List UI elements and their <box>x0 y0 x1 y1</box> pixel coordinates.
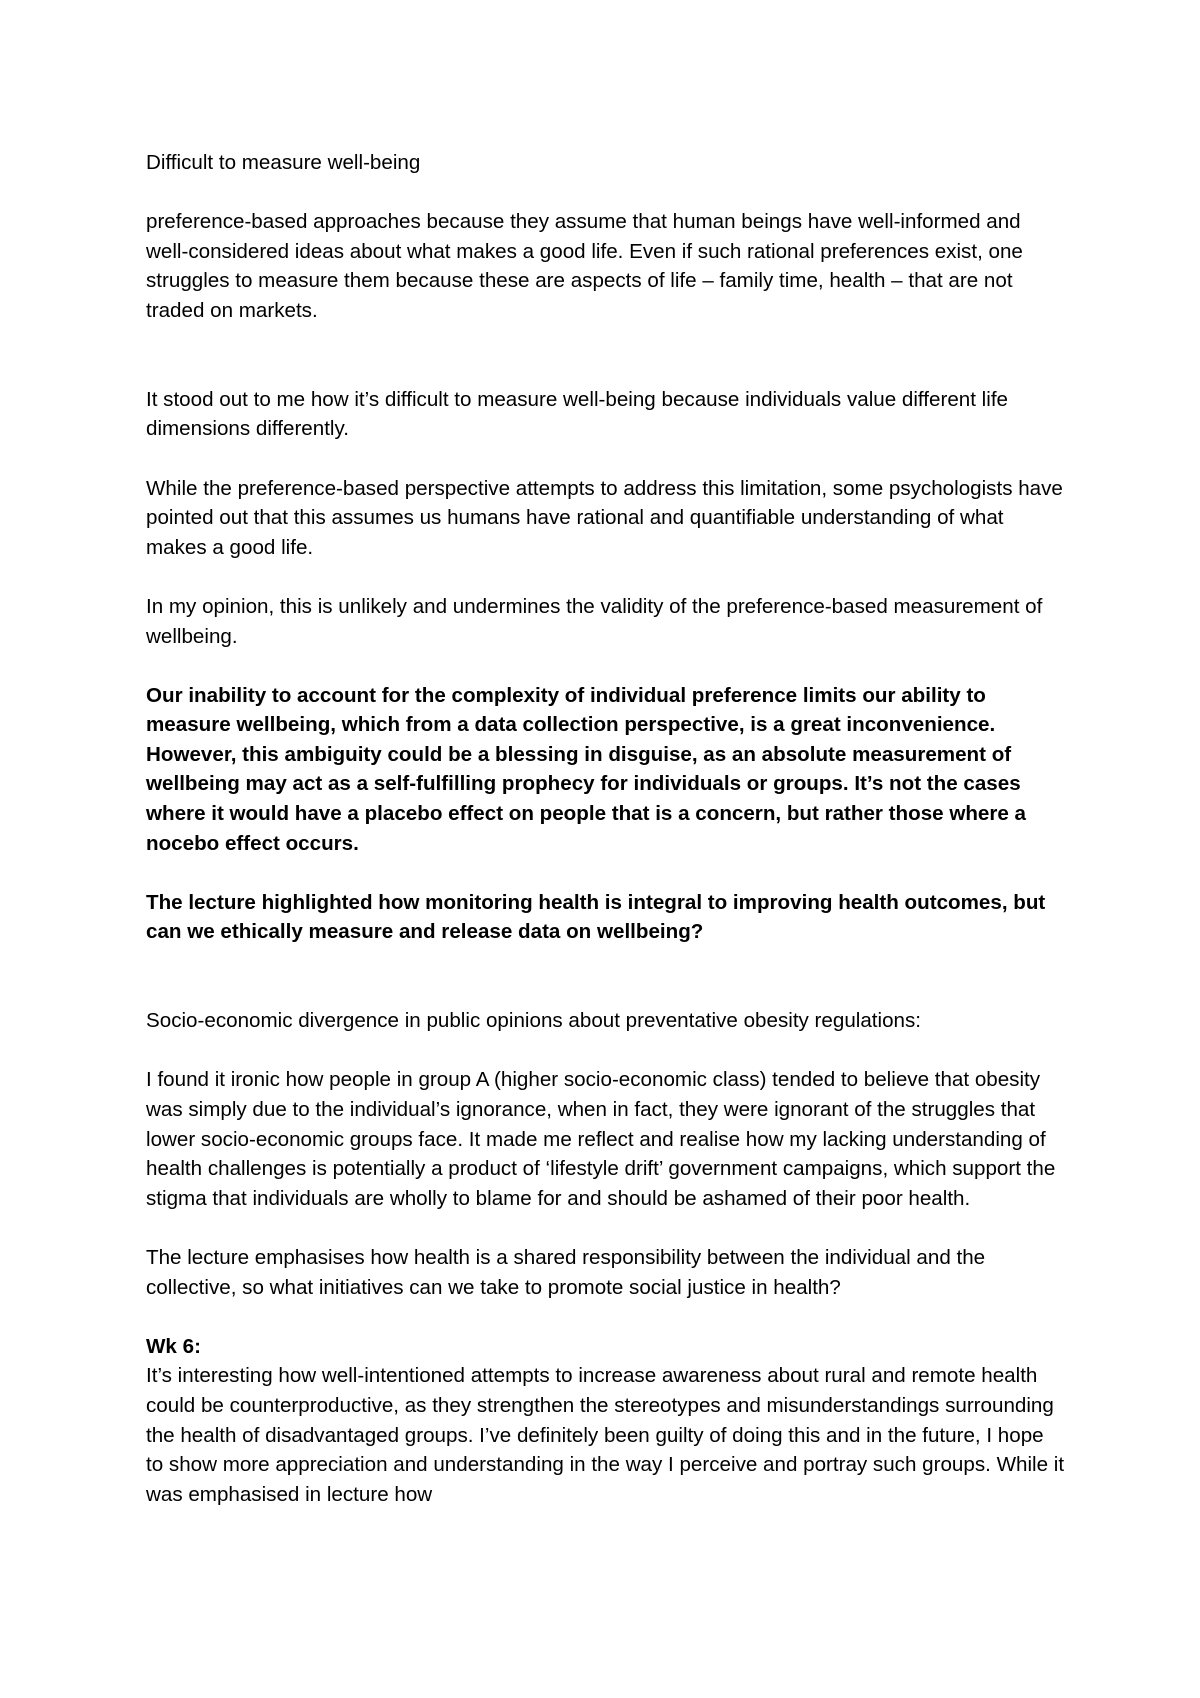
paragraph-group-a: I found it ironic how people in group A (higher socio-economic class) tended to believe that obesity was simply due to the individual’s ignorance, when in fact, they were ignorant of the struggles that lower socio-economic groups face. It made me reflect and realise how my lacking understanding of health challenges is potentially a product of ‘lifestyle drift’ government campaigns, which support the stigma that individuals are wholly to blame for and should be ashamed of their poor health. <box>146 1068 1056 1210</box>
paragraph-preference-approaches: preference-based approaches because they assume that human beings have well-informed and well-considered ideas about what makes a good life. Even if such rational preferences exist, one struggles to measure them because these are aspects of life – family time, health – that are not traded on markets. <box>146 210 1023 322</box>
paragraph-lecture-question-bold: The lecture highlighted how monitoring health is integral to improving health outcomes, but can we ethically measure and release data on wellbeing? <box>146 890 1046 944</box>
paragraph-inability-bold: Our inability to account for the complexity of individual preference limits our ability to measure wellbeing, which from a data collection perspective, is a great inconvenience. However, this ambiguity could be a blessing in disguise, as an absolute measurement of wellbeing may act as a self-fulfilling prophecy for individuals or groups. It’s not the cases where it would have a placebo effect on people that is a concern, but rather those where a nocebo effect occurs. <box>146 683 1027 855</box>
document-body <box>146 148 1066 1509</box>
paragraph-rural-remote: It’s interesting how well-intentioned attempts to increase awareness about rural and remote health could be counterproductive, as they strengthen the stereotypes and misunderstandings surrounding the health of disadvantaged groups. I’ve definitely been guilty of doing this and in the future, I hope to show more appreciation and understanding in the way I perceive and portray such groups. While it was emphasised in lecture how <box>146 1364 1065 1506</box>
paragraph-opinion: In my opinion, this is unlikely and undermines the validity of the preference-based measurement of wellbeing. <box>146 594 1043 648</box>
section-heading-wellbeing: Difficult to measure well-being <box>146 151 421 174</box>
paragraph-preference-perspective: While the preference-based perspective attempts to address this limitation, some psychologists have pointed out that this assumes us humans have rational and quantifiable understanding of what makes a good life. <box>146 476 1063 559</box>
paragraph-difficult-to-measure: It stood out to me how it’s difficult to measure well-being because individuals value different life dimensions differently. <box>146 387 1008 441</box>
section-heading-week-6: Wk 6: <box>146 1334 201 1358</box>
section-heading-obesity: Socio-economic divergence in public opinions about preventative obesity regulations: <box>146 1009 922 1033</box>
paragraph-shared-responsibility: The lecture emphasises how health is a shared responsibility between the individual and the collective, so what initiatives can we take to promote social justice in health? <box>146 1245 986 1299</box>
